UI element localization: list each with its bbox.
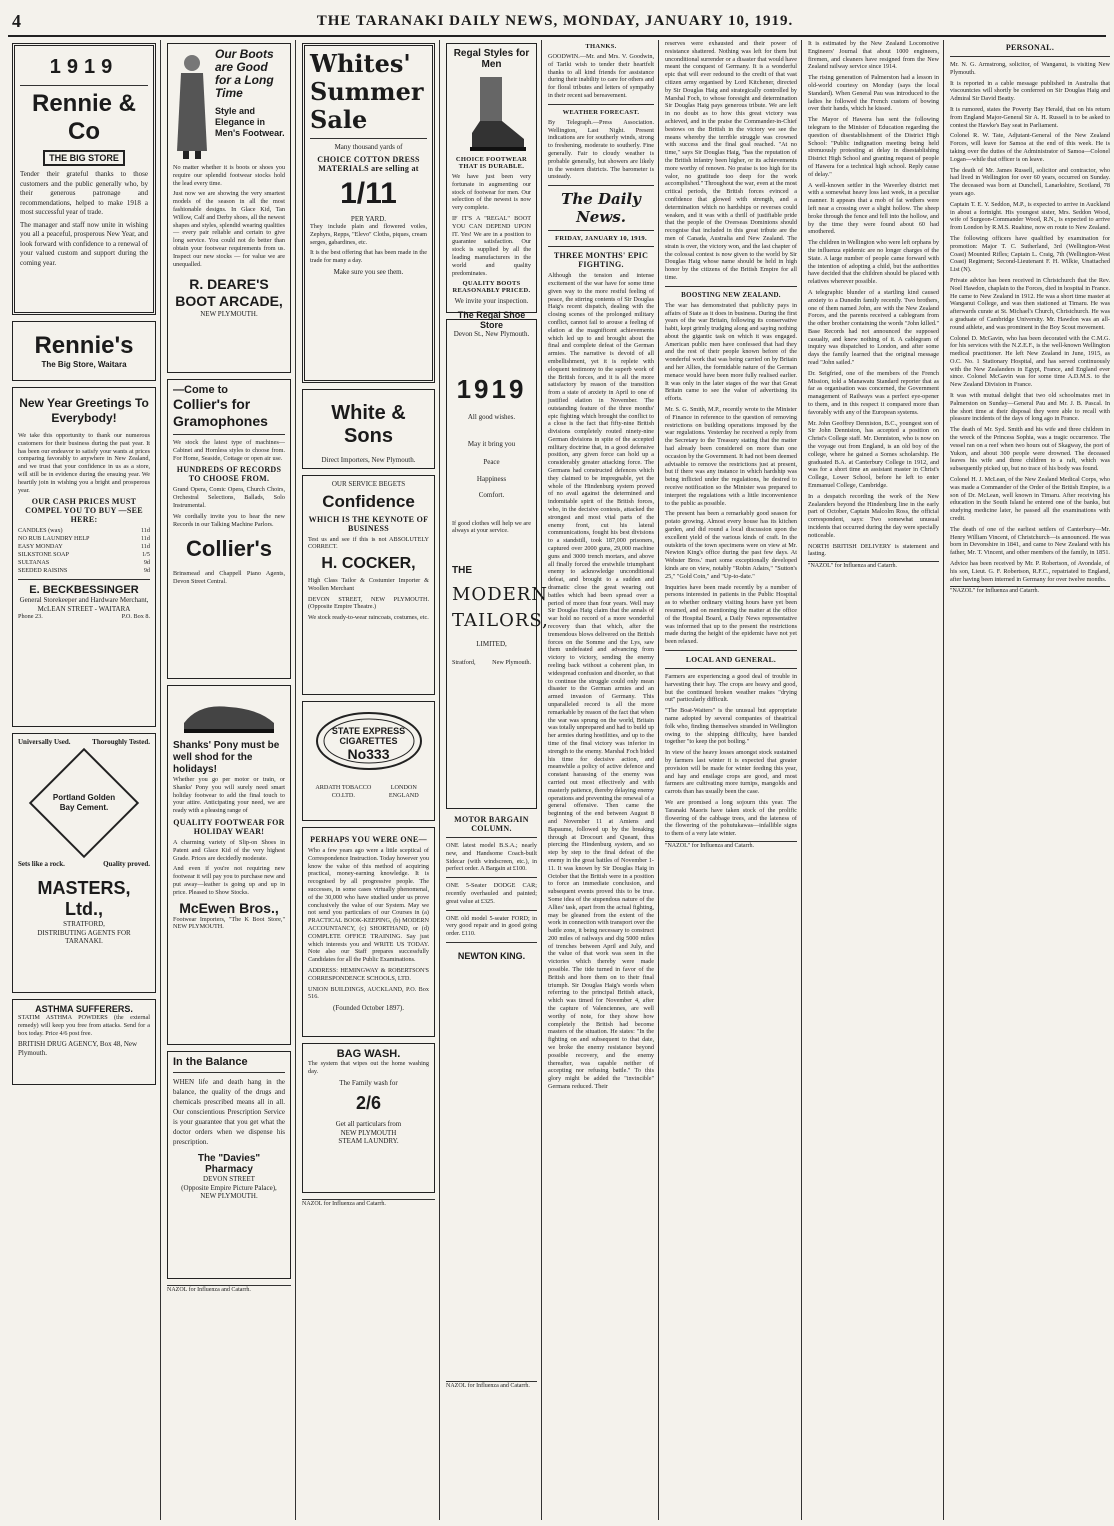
collier-body: We stock the latest type of machines—Cabinet and Hornless styles to choose from. For Home, Seaside, Cottage or open air use. [173,439,285,462]
editorial-title: THREE MONTHS' EPIC FIGHTING. [553,251,649,270]
cocker-body-2: We stock ready-to-wear raincoats, costumes, etc. [308,614,429,622]
shoe-illustration [179,693,279,737]
cement-tested: Thoroughly Tested. [92,738,150,746]
collier-come: —Come to [173,384,228,396]
local-body-4: We are promised a long sojourn this year. The Taranaki Maoris have taken stock of the prolific flowering of the cabbage trees, and the lateness of the flowering of the pohutukawas—infallible signs to them of a very late winter. [665,798,797,838]
masters-name: MASTERS, Ltd., [37,878,131,919]
price-value: 1/5 [142,551,150,559]
mcewen-name: McEwen Bros., [179,899,279,916]
price-value: 9d [143,567,150,575]
motor-listing-3: ONE old model 5-seater FORD; in very good repair and in good going order. £110. [446,914,537,938]
local-body-2: "The Boat-Waiters" is the unusual but appropriate name adopted by several companies of theatrical folk who, finding themselves stranded in Wellington owing to the shipping difficulty, have banded together "to keep the pot boiling." [665,707,797,746]
north-british-item: NORTH BRITISH DELIVERY is statement and lasting. [808,542,939,558]
bag-wash-location: NEW PLYMOUTH [340,1128,397,1137]
may-bring: May it bring you [467,439,516,448]
regal-body-2: IF IT'S A "REGAL" BOOT YOU CAN DEPEND UPON IT. Yes! We are in a position to guarantee satisfaction. Our stock is supplied by all the leading manufacturers in the world and quality predominates. [452,214,531,277]
personal-item-6: Captain T. E. Y. Seddon, M.P., is expected to arrive in Auckland in about a fortnight. His youngest sister, Mrs. Seddon Wood, wife of Surgeon-Commander Wood, R.N., is expected to arrive from London by R.M.S. Ruahine, now en route to New Zealand. [950,200,1110,232]
column-3 [298,40,440,1520]
price-item: NO RUB LAUNDRY HELP [18,535,90,543]
year-1919: 1919 [456,374,527,404]
bag-wash-family: The Family wash for [339,1078,398,1087]
davies-location: (Opposite Empire Picture Palace), [181,1183,277,1192]
editorial-body: Although the tension and intense excitement of the war have for some time given way to the more restful feeling of peace, the stirring contents of Sir Douglas Haig's recent dispatch, dealing with the closing scenes of the prolonged military conflict, cannot fail to arouse a feeling of elation at the magnificent achievements which led up to and brought about the final and complete defeat of the German armies. The narrative is devoid of all embellishment, yet it is replete with eloquent testimony to the superb work of the British forces, and it is all the more satisfactory by reason of the transition from a state of anxiety in April to one of justified elation in November. The outstanding feature of the three months' epic fighting which brought the conflict to a close is the fact that fifty-nine British divisions completely routed ninety-nine German divisions in spite of the accepted military doctrine that, in a good defensive position, any given force can hold up a considerably greater attacking force. The Germans had constructed defences which they claimed to be impregnable, yet the whole of the Hindenburg system proved of no avail against the determined and indomitable spirit of the British forces, who, in the decisive contests, attacked the strongest and most vital parts of the enemy front, cut his lateral communications, fought his best divisions to a standstill, took 187,000 prisoners, captured over 2000 guns, 29,000 machine guns and 3000 trench mortars, and above all finally forced the erstwhile triumphant enemy to acknowledge unconditional defeat, and brought to a sudden and dramatic close the great wearing out battles which had been spread over a period of more than four years. Well may Sir Douglas Haig claim that the annals of war hold no record of a more wonderful recovery than that which, after the tremendous blows delivered on the British forces on the Somme and the Lys, saw them undefeated and advancing from victory to victory, sending the enemy reeling back without a coherent plan, in widespread confusion and disorder, so that to continue the struggle could only mean disaster to the German armies and an armed invasion of Germany. This unparalleled record is all the more remarkable by reason of the fact that when the war was sprung on the world, Britain was totally unprepared and had to build up her armies during hostilities, and up to the time of the final victory was inferior in strength to the enemy. Marshal Foch bided his time for decisive action, and meanwhile a policy of active defence and constant harassing of the enemy was carried out most effectively and with masterly patience, thereby delaying enemy operations and preventing the renewal of a general offensive. Then came the beginning of the end between August 8 and November 11 at Amiens and Bapaume, followed up by the breaking through at Drocourt and Queant, thus piercing the Hindenburg system, and so step by step to the final defeat of the enemy in the great battles of November 1-11. It was known by Sir Douglas Haig in October that the British were in a position to force an immediate conclusion, and subsequent events proved this to be true. Some idea of the stupendous nature of the Allies' task, apart from the actual fighting, may be gleaned from the extent of the work in connection with transport over the battle zone, it being necessary to construct 200 miles of railways and dig 5000 miles of trenches between April and July, and the value of that work was seen in the victories which thereby were made possible. The tide turned in favor of the British and hore them on to their final triumph. Sir Douglas Haig's words when referring to the principal British attack, which was timed for November 4, after the capture of Valenciennes, are well worthy of note, for they show how completely the British had become masters of the situation. He states: "In the fighting on and subsequent to that date, we broke the enemy resistance beyond possible recovery, and the enemy thereafter, was capable neither of accepting nor refusing battle." To this glory might be added the "invincible" Germans reduced. Their [548,272,655,1091]
asthma-ad [12,999,156,1085]
motor-title: MOTOR BARGAIN COLUMN. [454,815,529,833]
thanks-title: THANKS. [585,43,617,50]
beckbessinger-name: E. BECKBESSINGER [29,584,139,597]
column-2 [163,40,296,1520]
cocker-title: Confidence [322,491,415,511]
bag-wash-body: The system that wipes out the home washing day. [308,1060,429,1075]
price-row [18,543,150,551]
rennie-body: Tender their grateful thanks to those customers and the public generally who, by their generous patronage and recommendations, helped to make 1918 a most successful year of trade. [20,170,148,216]
balance-title: In the Balance [173,1056,248,1068]
news-item-3: The Mayor of Hawera has sent the following telegram to the Minister of Education regarding the question of disestablishment of the District High School: "Public indignation meeting being held strenuously protesting at delay in disestablishing District High School and granting request of people of Hawera for a technical high school. Reply cause of delay." [808,116,939,178]
regal-store: The Regal Shoe Store [457,309,526,330]
whites-price: 1/11 [340,176,397,210]
regal-quality: QUALITY BOOTS REASONABLY PRICED. [452,280,531,295]
price-value: 11d [140,535,150,543]
price-item: SILKSTONE SOAP [18,551,69,559]
colliers-address: Brinsmead and Chappell Piano Agents, Devon Street Central. [173,570,285,586]
motor-listing-2: ONE 5-Seater DODGE CAR; recently overhauled and painted; great value at £325. [446,882,537,905]
page-title: THE TARANAKI DAILY NEWS, MONDAY, JANUARY 10, 1919. [316,12,794,29]
boosting-body: The war has demonstrated that publicity pays in affairs of State as it does in business. During the first years of the war Britain, following its conservative habit, kept grimly trudging along and saying nothing about the gigantic task on which it was engaged. American public men have confessed that had they and the rest of their people known before of the wonderful work that was being carried on by Britain and her Allies, the formidable nature of the German menace would have been more fully realised earlier. It was only in the later stages of the war that Great Britain came to see the value of advertising its efforts. [665,301,797,403]
rennies-tagline: The Big Store, Waitara [41,360,127,369]
personal-item-8: Private advice has been received in Christchurch that the Rev. Noel Hawdon, chaplain to the Forces, died in hospital in France. He came to New Zealand in 1912. He was a short time master at Wanganui College, and was then stationed at Timaru. He was afterwards curate at St. Michael's Church, Christchurch. He was a graduate of Cambridge University. Mr. Hawdon was an all-round athlete, and was prominent in the Boy Scout movement. [950,276,1110,331]
cocker-body: Test us and see if this is not ABSOLUTELY CORRECT. [308,535,429,551]
nazol-line: NAZOL for Influenza and Catarrh. [302,1199,435,1208]
personal-item-13: The death of one of the earliest settlers of Canterbury—Mr. Henry William Vincent, of Christchurch—is announced. He was born in Devonshire in 1841, and came to New Zealand with his father, Mr. T. Vincent, and other members of the family, in 1851. [950,525,1110,557]
personal-item-12: Colonel H. J. McLean, of the New Zealand Medical Corps, who was made a Commander of the Order of the British Empire, is a son of Dr. McLean, well known in Timaru. After receiving his education in the South Island he entered one of the banks, but studying medicine later, he passed all the examinations with credit. [950,476,1110,523]
news-item-8: Mr. John Geoffrey Denniston, B.C., youngest son of Sir John Denniston, has accepted a position on Christ's College staff. Mr. Denniston, who is now on the voyage out from England, is an old boy of the college, where he gained a Somes scholarship. He graduated B.A. at Canterbury College in 1912, and was for a short time an assistant master in Christ's College, Lower School, before he left to enter Emmanuel College, Cambridge. [808,419,939,490]
shanks-body-2: A charming variety of Slip-on Shoes in Patent and Glace Kid of the very highest Grade. Prices are decidedly moderate. [173,838,285,862]
records-body: Grand Opera, Comic Opera, Church Choirs, Orchestral Selections, Ballads, Solo Instrumental. [173,486,285,509]
nazol-line: "NAZOL" for Influenza and Catarrh. [808,561,939,570]
the-label: THE [452,565,472,577]
news-item-5: The children in Wellington who were left orphans by the influenza epidemic are no longer charges of the State. A large number of people came forward with the intention of adopting a child, but the authorities have decided that the children should be placed with relatives wherever possible. [808,239,940,286]
modern-tailors-name: MODERN TAILORS, [452,584,549,632]
bag-wash-ad [302,1043,435,1193]
editorial-date: FRIDAY, JANUARY 10, 1919. [555,235,647,243]
bag-wash-price: 2/6 [355,1093,382,1114]
column-6 [661,40,802,1520]
personal-title: PERSONAL. [1005,43,1055,52]
personal-item-9: Colonel D. McGavin, who has been decorated with the C.M.G. for his services with the N.Z.E.F., is the well-known Wellington medical practitioner. He left New Zealand in June, 1915, as O.C. No. 1 Stationary Hospital, and has served continuously with the New Zealanders in Egypt, France, and England ever since. Colonel McGavin was for some time A.D.M.S. to the New Zealand Division in France. [950,334,1110,389]
price-row [18,535,150,543]
news-item-2: The rising generation of Palmerston had a lesson in old-world courtesy on Monday (says the local Standard). When General Pau was introduced to the ladies he followed the French custom of bowing over their hands, which he kissed. [808,74,939,113]
local-body: Farmers are experiencing a good deal of trouble in harvesting their hay. The crops are heavy and good, but the continued broken weather makes "drying out" particularly difficult. [665,672,797,704]
news-item-6: A telegraphic blunder of a startling kind caused anxiety to a Dunedin family recently. Two brothers, one of them named John, are with the New Zealand Forces, and the parents received a cablegram from the other brother containing the words "John killed." Base Records had not announced the supposed casualty, and knew nothing of it. A cablegram of inquiry was dispatched to London, and after some days the family learned that the original message read "John sailed." [808,288,939,367]
state-express-brand: STATE EXPRESS CIGARETTES [331,726,406,746]
price-row [18,567,150,575]
davies-name: The "Davies" Pharmacy [197,1153,261,1175]
beckbessinger-phone: Phone 23. [18,613,43,621]
personal-item-14: Advice has been received by Mr. P. Robertson, of Avondale, of his son, Lieut. G. F. Robertson, R.F.C., repatriated to England, after having been interned in Germany for over twelve months. [950,560,1110,583]
state-express-number: No333 [347,746,390,762]
hemingway-ad [302,827,435,1037]
cocker-desc: High Class Tailor & Costumier Importer & Woollen Merchant [308,577,429,592]
column-1 [8,40,161,1520]
nazol-line: NAZOL for Influenza and Catarrh. [446,1381,537,1390]
shanks-body: Whether you go per motor or train, or Shanks' Pony you will surely need smart holiday footwear to add the final touch to your attire. Anticipating your need, we are ready with a pleasing range of [173,776,285,815]
colliers-name: Collier's [186,536,272,562]
personal-item-10: It was with mutual delight that two old schoolmates met in Palmerston on Sunday—General Pau and Mr. J. B. Pascal. In the short time at their disposal they were able to recall with pleasure incidents of the days of long ago in France. [950,392,1110,423]
newton-king: NEWTON KING. [457,950,526,961]
davies-pharmacy-ad [167,1051,291,1279]
shanks-body-3: And even if you're not requiring new footwear it will pay you to purchase new and put away—leather is going up and up in price. Pleased to Show Stocks. [173,865,285,896]
beckbessinger-address: McLEAN STREET - WAITARA [37,604,131,613]
whites-sons-name: White & Sons [331,402,406,447]
beckbessinger-po-box: P.O. Box 8. [121,613,150,621]
rennies-ad [12,321,156,381]
boots-body: No matter whether it is boots or shoes you require our splendid footwear stocks hold the lead every time. [173,164,285,187]
whites-body-4: Make sure you see them. [333,267,404,276]
records-body-2: We cordially invite you to hear the new Records in our Talking Machine Parlors. [173,512,285,528]
thanks-body: GOODWIN.—Mr. and Mrs. V. Goodwin, of Tariki wish to tender their heartfelt thanks to all kind friends for assistance during their inability to care for others and for floral tributes and letters of sympathy in their recent sad bereavement. [548,53,654,99]
editorial-continued: reserves were exhausted and their power of resistance shattered. Nothing was left for them but unconditional surrender or a disaster that would have meant the conquest of Germany. It is a wonderful epic that will ever redound to the credit of that vast citizen army organised by Lord Kitchener, directed by Sir Douglas Haig and strategically controlled by Marshal Foch, to whose foresight and determination Sir Douglas Haig pays generous tribute. We are left in no doubt as to how this great victory was achieved, and in the praise the Commander-in-Chief bestows on the British in the victory we see the means whereby the terrible struggle was crowned with success and the final goal reached. "At no time," says Sir Douglas Haig, "has the reputation of the British infantry been higher, or its achievements more worthy of renown. No praise is too high for its valor, no gratitude too deep for the work accomplished." Throughout the war, even at the most critical periods, the British forces evinced a confidence that glowed with strength, and a determination which no hardships or reverses could weaken, and it was with a thrill of justifiable pride that the people of the Overseas Dominions should recognise that included in this great tribute are the men of Canada, Australia and New Zealand. The strain is over, the victory won, and the last chapter of the colossal contest is now given to the world by Sir Douglas Haig whose name should be held in high honor by the citizens of the British Empire for all time. [665,40,797,281]
cement-ad [12,733,156,993]
asthma-title: ASTHMA SUFFERERS. [35,1004,133,1014]
boots-body-2: Just now we are showing the very smartest models of the season in all the most fashionable designs. In Glace Kid, Tan Willow, Calf and Derby shoes, all the newest shapes and styles, splendid wearing qualities — every pair reliable and certain to give long service. You could not do better than obtain your footwear requirements from us. Inspect our new stocks — for value we are unequalled. [173,190,285,268]
column-8 [946,40,1114,1520]
were-one-body: Who a few years ago were a little sceptical of Correspondence Instruction. Today however you know the value of this method of acquiring practical, money-earning knowledge. It is recognised by all progressive people. The successes, in some cases virtually phenomenal, of the 30,000 who have studied under us prove conclusively the value of our System. May we not send you particulars of our Courses in (a) PRACTICAL BOOK-KEEPING, (b) MODERN ACCOUNTANCY, (c) SHORTHAND, or (d) COMPLETE OFFICE TRAINING. Say just which interests you and WRITE US TODAY. Note also our Staff prepares successfully Candidates for all the Public Examinations. [308,847,429,964]
records-title: HUNDREDS OF RECORDS TO CHOOSE FROM. [176,465,282,484]
modern-tailors-ad [446,319,549,809]
peace: Peace [483,458,500,466]
shanks-title: Shanks' Pony must be well shod for the holidays! [173,740,280,775]
greetings-title: New Year Greetings To Everybody! [19,396,149,425]
deare-location: NEW PLYMOUTH. [200,310,258,319]
cash-prices-title: OUR CASH PRICES MUST COMPEL YOU TO BUY —SEE HERE: [25,497,143,525]
masters-desc: DISTRIBUTING AGENTS FOR TARANAKI. [37,928,131,945]
boosting-title: BOOSTING NEW ZEALAND. [681,290,781,299]
boosting-body-2: Mr. S. G. Smith, M.P., recently wrote to the Minister of Finance in reference to the question of removing restrictions on building operations imposed by the war regulations. Yesterday he received a reply from the Secretary to the Treasury stating that the matter had already been considered on more than one occasion by the Government. It had not been deemed advisable to remove the restrictions just at present, but if there was any instance in which hardship was being inflicted under the regulations, he desired to receive notification so the Minister was prepared to interpret the regulations with a little inconvenience to the public as possible. [665,406,797,507]
whites-body-2: They include plain and flowered voiles, Zephyrs, Repps, "Elevo" Cloths, piques, cream serges, gabardines, etc. [310,223,427,246]
rennie-store: THE BIG STORE [43,150,125,166]
column-7 [804,40,944,1520]
boosting-body-4: Inquiries have been made recently by a number of persons interested in patients in the Public Hospital as to whether ordinary visiting hours have yet been resumed, and on mentioning the matter at the office of the Hospital Board, a Daily News representative was informed that up to the present the restrictions made during the height of the epidemic have not yet been relaxed. [665,583,797,646]
cement-sets: Sets like a rock. [18,860,65,868]
regal-caption: CHOICE FOOTWEAR THAT IS DURABLE. [455,156,528,170]
whites-sons-desc: Direct Importers, New Plymouth. [321,456,416,464]
rennie-body-2: The manager and staff now unite in wishing you all a peaceful, prosperous New Year, and look forward with confidence to a renewal of your valued custom and support during the coming year. [20,220,148,267]
happiness: Happiness [476,474,507,483]
price-row [18,527,150,535]
beckbessinger-ad [12,387,156,727]
price-item: CANDLES (wax) [18,527,63,535]
personal-item-11: The death of Mr. Syd. Smith and his wife and three children in the wreck of the Princess Sophia, was a tragic occurrence. The vessel ran on a reef when two hours out of Skagway, the port of Yukon, and about 300 people were drowned. The deceased leaves his wife and three children to a raft, which was subsequently picked up, but no trace of his body was found. [950,426,1110,473]
personal-item-3: It is rumored, states the Poverty Bay Herald, that on his return from England Major-General Sir A. H. Russell is to be asked to contest the Hawke's Bay seat in Parliament. [950,105,1110,129]
personal-item-2: It is reported in a cable message published in Australia that viscountcies will shortly be conferred on Sir Douglas Haig and Admiral Sir David Beatty. [950,79,1110,103]
whites-title: Whites' Summer Sale [310,49,424,134]
regal-body: We have just been very fortunate in augmenting our stock of footwear for men. Our selection of the newest is now very complete. [452,173,531,212]
news-item-1: It is estimated by the New Zealand Locomotive Engineers' Journal that about 1000 engineers, firemen, and cleaners have resigned from the New Zealand railway service since 1914. [808,40,939,71]
cocker-ad [302,475,435,695]
boots-title: Our Boots are Good for a Long Time [215,47,274,100]
local-body-3: In view of the heavy losses amongst stock sustained by farmers last winter it is expected that greater provision will be made for winter feeding this year, and hay and ensilage crops are good, and most farmers are cultivating more turnips, mangolds and carrots than has usually been the case. [665,749,797,796]
hemingway-box: UNION BUILDINGS, AUCKLAND, P.O. Box 516. [308,985,429,1001]
regal-invite: We invite your inspection. [454,297,529,306]
column-5 [544,40,659,1520]
motor-listing-1: ONE latest model B.S.A.; nearly new, and Handsome Coach-built Sidecar (with windscreen, etc.), in perfect order. A Bargain at £100. [446,842,537,873]
hemingway-founded: (Founded October 1897). [333,1004,404,1013]
daily-news-title: The Daily News. [561,190,641,227]
beckbessinger-desc: General Storekeeper and Hardware Merchant, [19,596,149,605]
column-4 [442,40,549,1520]
price-row [18,551,150,559]
bag-wash-laundry: STEAM LAUNDRY. [338,1137,399,1146]
deare-ad [167,43,291,373]
whites-body: Many thousand yards of [334,143,403,151]
cocker-subtitle: WHICH IS THE KEYNOTE OF BUSINESS [308,514,429,533]
state-express-city: LONDON ENGLAND [388,784,419,799]
boots-subtitle: Style and Elegance in Men's Footwear. [215,106,285,138]
boosting-body-3: The present has been a remarkably good season for potato growing. Almost every house has its kitchen garden, and did round a local discussion upon the excellent yield of the various kinds of craft. In the outskirts of the town specimens were on view at Mr. Newton King's office during the past few days. At Webster Bros.' mart some exceptionally developed kinds are on view, notably "Robin Adairs," "Sutton's 25," "Gold Coin," and "Up-to-date." [665,510,797,580]
cement-quality: Quality proved. [103,860,150,868]
collier-title: Collier's for Gramophones [173,396,268,429]
price-value: 11d [140,527,150,535]
bag-wash-body-2: Get all particulars from [335,1120,402,1129]
news-item-9: In a despatch recording the work of the New Zealanders beyond the Hindenburg line in the early part of October, Captain Malcolm Ross, the official correspondent, says: Two somewhat unusual incidents that occurred during the day were specially noticeable. [808,492,939,539]
modern-new-plymouth: New Plymouth. [492,658,531,666]
boot-illustration [452,73,532,153]
nazol-line: NAZOL for Influenza and Catarrh. [167,1285,291,1294]
local-general-title: LOCAL AND GENERAL. [685,654,777,664]
price-value: 9d [143,559,150,567]
whites-item: CHOICE COTTON DRESS MATERIALS are selling at [317,154,420,173]
davies-city: NEW PLYMOUTH. [200,1192,258,1200]
masters-location: STRATFORD, [63,920,105,928]
collier-ad [167,379,291,679]
news-item-7: Dr. Seigfried, one of the members of the French Mission, told a Manawatu Standard reporter that as far as organisation was concerned, the Government management of Railways was a perfect eye-opener to them, and in this respect it compared more than favorably with any of the European systems. [808,369,939,416]
price-list [18,527,150,575]
state-express-maker: ARDATH TOBACCO CO.LTD. [315,784,372,799]
davies-street: DEVON STREET [203,1175,255,1183]
regal-ad [446,43,537,338]
state-express-ad [302,701,435,821]
rennies-name: Rennie's [34,332,134,359]
whites-body-3: It is the best offering that has been made in the trade for many a day. [310,249,427,265]
rennie-year: 1919 [49,56,119,78]
shanks-quality: QUALITY FOOTWEAR FOR HOLIDAY WEAR! [173,817,285,836]
cocker-address: DEVON STREET, NEW PLYMOUTH. (Opposite Empire Theatre.) [308,595,429,611]
price-item: SEEDED RAISINS [18,567,68,575]
comfort: Comfort. [478,491,505,499]
greetings-body: We take this opportunity to thank our numerous customers for their business during the past year. It has been our endeavor to satisfy your wants at prices comparing favorably to anywhere in New Zealand, and we trust that your confidence in us as a store, will still be in evidence during the ensuing year. We heartily join in wishing you a bright and prosperous year. [18,432,150,494]
cocker-head: OUR SERVICE BEGETS [331,480,406,488]
mcewen-desc: Footwear Importers, "The K Boot Store," NEW PLYMOUTH. [173,915,285,931]
cement-name: Portland Golden Bay Cement. [52,793,116,812]
deare-name: R. DEARE'S BOOT ARCADE, [175,276,283,310]
price-item: SULTANAS [18,559,50,567]
whites-sale-ad [302,43,435,383]
personal-item-1: Mr. N. G. Armstrong, solicitor, of Wanganui, is visiting New Plymouth. [950,61,1110,76]
modern-stratford: Stratford, [452,658,476,666]
nazol-line: "NAZOL" for Influenza and Catarrh. [950,586,1110,595]
price-item: EASY MONDAY [18,543,63,551]
motor-bargain-column [446,815,537,961]
bag-wash-title: BAG WASH. [336,1048,401,1060]
balance-body: WHEN life and death hang in the balance, the quality of the drugs and chemicals prescribed means all in all. Our conscientious Prescription Service is your guarantee that you get what the doctor orders when we dispense his prescription. [173,1078,285,1146]
mcewen-ad [167,685,291,1045]
cocker-name: H. COCKER, [321,555,416,573]
modern-limited: LIMITED, [476,640,507,649]
asthma-body: STATIM ASTHMA POWDERS (the external remedy) will keep you free from attacks. Send for a box today. Price 4/6 post free. [18,1014,150,1037]
masthead [8,10,1106,37]
nazol-line: "NAZOL" for Influenza and Catarrh. [665,841,797,850]
cement-used: Universally Used. [18,738,71,746]
page-number: 4 [12,10,22,31]
cement-diamond [29,748,139,858]
rennie-name: Rennie & Co [31,90,136,145]
price-row [18,559,150,567]
rennie-ad [12,43,156,315]
weather-body: By Telegraph.—Press Association. Wellington, Last Night. Present indications are for southerly winds, strong to freshening, moderate to southerly. Fine generally. Fair to cloudy weather is probable generally, but showers are likely in the western districts. The barometer is unsteady. [548,118,654,181]
regal-address: Devon St., New Plymouth. [453,329,530,338]
were-one-title: PERHAPS YOU WERE ONE— [310,835,427,844]
weather-title: WEATHER FORECAST. [562,108,640,116]
personal-item-5: The death of Mr. James Russell, solicitor and contractor, who had lived in Wellington for over 60 years, occurred on Sunday. The deceased was born at Dunchell, Lanarkshire, Scotland, 78 years ago. [950,166,1110,197]
whites-per: PER YARD. [350,214,387,223]
asthma-agency: BRITISH DRUG AGENCY, Box 48, New Plymouth. [18,1040,138,1057]
wishes: All good wishes. [467,413,516,421]
price-value: 11d [140,543,150,551]
personal-item-7: The following officers have qualified by examination for promotion: Major T. C. Sutherland, 3rd (Wellington-West Coast) Mounted Rifles; Captain L. Craig, 7th (Wellington-West Coast) Regiment; Second-Lieutenant F. H. Wilkie, Unattached List (N). [950,234,1110,274]
woman-figure-illustration [173,51,211,161]
clothes-text: If good clothes will help we are always at your service. [452,519,531,535]
hemingway-address: ADDRESS: HEMINGWAY & ROBERTSON'S CORRESPONDENCE SCHOOLS, LTD. [308,966,429,982]
news-item-4: A well-known settler in the Waverley district met with a somewhat heavy loss last week, in a peculiar manner. It appears that a mob of fat wethers were left near a crossing over a slight hollow. The sheep broke through the fence and fell into the hollow, and by the time they were found about 60 had smothered. [808,181,939,236]
whites-sons-ad [302,389,435,469]
regal-title: Regal Styles for Men [453,48,530,70]
personal-item-4: Colonel R. W. Tate, Adjutant-General of the New Zealand Forces, will leave for Samoa at the end of this week. He is taking over the duties of the Administrator of Samoa—Colonel Logan—while that officer is on leave. [950,132,1110,163]
